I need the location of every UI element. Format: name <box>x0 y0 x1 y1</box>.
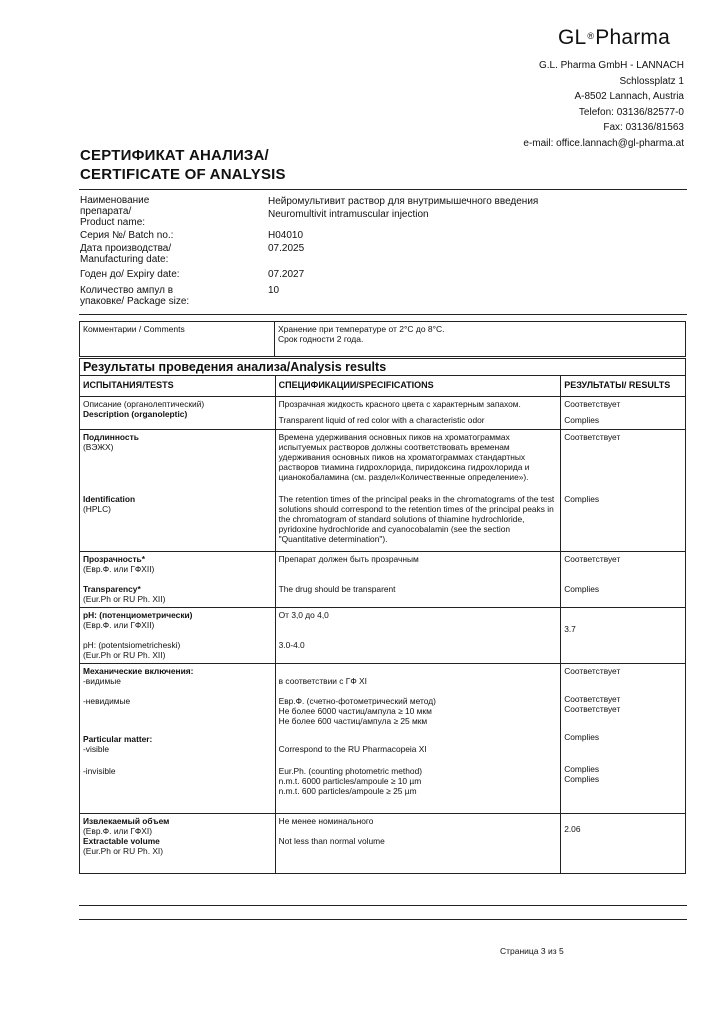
package-size-value: 10 <box>268 285 280 296</box>
package-size-label: Количество ампул в упаковке/ Package size: <box>80 285 190 307</box>
test-cell: Извлекаемый объем (Евр.Ф. или ГФXI) Extractable volume (Eur.Ph or RU Ph. XI) <box>80 814 276 874</box>
address-line: Telefon: 03136/82577-0 <box>578 106 684 118</box>
manufacturing-date-value: 07.2025 <box>268 243 305 254</box>
batch-value: H04010 <box>268 230 304 241</box>
result-cell: Соответствует Complies <box>561 430 686 552</box>
test-cell: Механические включения: -видимые -невидимые Particular matter: -visible -invisible <box>80 664 276 814</box>
table-row <box>80 664 686 814</box>
table-row <box>80 552 686 608</box>
product-name-label: Наименование препарата/ Product name: <box>80 195 150 228</box>
logo-mark: ® <box>587 31 595 41</box>
table-row <box>80 430 686 552</box>
address-line: Schlossplatz 1 <box>619 75 684 87</box>
expiry-date-value: 07.2027 <box>268 269 305 280</box>
address-line: e-mail: office.lannach@gl-pharma.at <box>523 137 684 149</box>
result-cell: 2.06 <box>561 814 686 874</box>
spec-cell: в соответствии с ГФ XI Евр.Ф. (счетно-фотометрический метод) Не более 6000 частиц/ампула ≥ 10 мкм Не более 600 частиц/ампула ≥ 25 мкм Correspond to the RU Pharmacopeia XI Eur.Ph. (counting photometric method) n.m.t. 6000 particles/ampoule ≥ 10 µm n.m.t. 600 particles/ampoule ≥ 25 µm <box>275 664 561 814</box>
spec-cell: Времена удерживания основных пиков на хроматограммах испытуемых растворов должны соответствовать временам удерживания основных пиков на хроматограммах стандартных растворов тиамина гидрохлорида, пиридоксина гидрохлорида и цианокобаламина (см. раздел«Количественные определение»). The retention times of the principal peaks in the chromatograms of the test solutions should correspond to the retention times of the principal peaks in the chromatogram of standard solutions of thiamine hydrochloride, pyridoxine hydrochloride and cyanocobalamin (see the section "Quantitative determination"). <box>275 430 561 552</box>
results-column-headers <box>80 376 686 397</box>
test-cell: Описание (органолептический) Description (organoleptic) <box>80 397 276 430</box>
company-address <box>523 58 684 151</box>
expiry-date-label: Годен до/ Expiry date: <box>80 269 180 280</box>
result-cell: 3.7 <box>561 608 686 664</box>
test-cell: Подлинность (ВЭЖХ) Identification (HPLC) <box>80 430 276 552</box>
results-heading: Результаты проведения анализа/Analysis results <box>80 359 686 376</box>
document-title <box>80 146 286 184</box>
logo-gl: GL <box>558 26 587 49</box>
spec-cell: От 3,0 до 4,0 3.0-4.0 <box>275 608 561 664</box>
results-table <box>79 358 686 874</box>
company-logo <box>558 26 670 50</box>
col-results: РЕЗУЛЬТАТЫ/ RESULTS <box>561 376 686 397</box>
test-cell: Прозрачность* (Евр.Ф. или ГФXII) Transparency* (Eur.Ph or RU Ph. XII) <box>80 552 276 608</box>
title-divider <box>79 189 687 190</box>
logo-pharma: Pharma <box>595 26 670 49</box>
title-ru: СЕРТИФИКАТ АНАЛИЗА/ <box>80 147 269 164</box>
comments-table <box>79 321 686 357</box>
address-line: G.L. Pharma GmbH - LANNACH <box>538 60 684 71</box>
table-row <box>80 814 686 874</box>
result-cell: Соответствует Complies <box>561 552 686 608</box>
comments-label: Комментарии / Comments <box>80 322 275 357</box>
page-number: Страница 3 из 5 <box>500 946 564 956</box>
result-cell: Соответствует Complies <box>561 397 686 430</box>
table-row <box>80 397 686 430</box>
product-name-value: Нейромультивит раствор для внутримышечного введения Neuromultivit intramuscular injection <box>268 196 539 220</box>
info-divider <box>79 314 687 315</box>
test-cell: pH: (потенциометрически) (Евр.Ф. или ГФXII) pH: (potentsiometricheski) (Eur.Ph or RU Ph. XII) <box>80 608 276 664</box>
table-row <box>80 608 686 664</box>
spec-cell: Прозрачная жидкость красного цвета с характерным запахом. Transparent liquid of red color with a characteristic odor <box>275 397 561 430</box>
address-line: A-8502 Lannach, Austria <box>574 91 684 102</box>
address-line: Fax: 03136/81563 <box>603 122 684 133</box>
col-specifications: СПЕЦИФИКАЦИИ/SPECIFICATIONS <box>275 376 561 397</box>
bottom-divider <box>79 919 687 920</box>
col-tests: ИСПЫТАНИЯ/TESTS <box>80 376 276 397</box>
spec-cell: Не менее номинального Not less than normal volume <box>275 814 561 874</box>
batch-label: Серия №/ Batch no.: <box>80 230 174 241</box>
result-cell: Соответствует Соответствует Соответствует Complies Complies Complies <box>561 664 686 814</box>
title-en: CERTIFICATE OF ANALYSIS <box>80 166 286 183</box>
comments-value: Хранение при температуре от 2°С до 8°С. Срок годности 2 года. <box>275 322 686 357</box>
bottom-divider <box>79 905 687 906</box>
manufacturing-date-label: Дата производства/ Manufacturing date: <box>80 243 172 265</box>
spec-cell: Препарат должен быть прозрачным The drug should be transparent <box>275 552 561 608</box>
